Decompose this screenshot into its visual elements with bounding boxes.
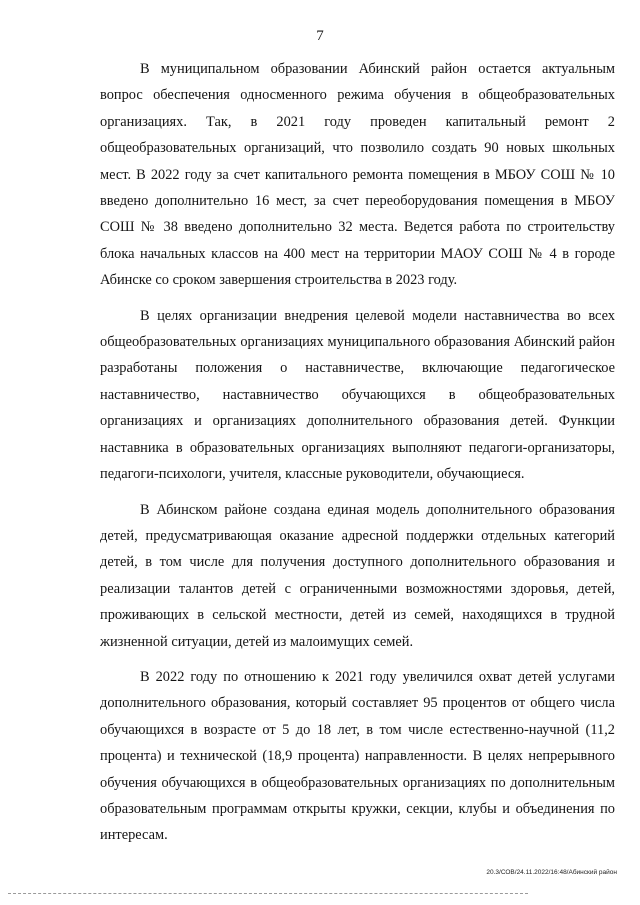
document-body [100, 56, 615, 858]
paragraph-additional-education-coverage: В 2022 году по отношению к 2021 году увеличился охват детей услугами дополнительного образования, который составляет 95 процентов от общего числа обучающихся в возрасте от 5 до 18 лет, в том числе естественно-научной (11,2 процента) и технической (18,9 процента) направленности. В целях непрерывного обучения обучающихся в общеобразовательных организациях по дополнительным образовательным программам открыты кружки, секции, клубы и объединения по интересам. [100, 668, 615, 844]
footer-registration-stamp: 20.3/СОВ/24.11.2022/16:48/Абинский район [486, 869, 617, 876]
bottom-divider [8, 893, 528, 894]
paragraph-additional-education-model: В Абинском районе создана единая модель дополнительного образования детей, предусматривающая оказание адресной поддержки отдельных категорий детей, в том числе для получения доступного дополнительного образования и реализации талантов детей с ограниченными возможностями здоровья, детей, проживающих в сельской местности, детей из семей, находящихся в трудной жизненной ситуации, детей из малоимущих семей. [100, 501, 615, 650]
page-number: 7 [316, 28, 324, 44]
paragraph-single-shift-schooling: В муниципальном образовании Абинский район остается актуальным вопрос обеспечения односменного режима обучения в общеобразовательных организациях. Так, в 2021 году проведен капитальный ремонт 2 общеобразовательных организаций, что позволило создать 90 новых школьных мест. В 2022 году за счет капитального ремонта помещения в МБОУ СОШ № 10 введено дополнительно 16 мест, за счет переоборудования помещения в МБОУ СОШ № 38 введено дополнительно 32 места. Ведется работа по строительству блока начальных классов на 400 мест на территории МАОУ СОШ № 4 в городе Абинске со сроком завершения строительства в 2023 году. [100, 61, 615, 289]
paragraph-mentoring-model: В целях организации внедрения целевой модели наставничества во всех общеобразовательных организациях муниципального образования Абинский район разработаны положения о наставничестве, включающие педагогическое наставничество, наставничество обучающихся в общеобразовательных организациях и организациях дополнительного образования детей. Функции наставника в образовательных организациях выполняют педагоги-организаторы, педагоги-психологи, учителя, классные руководители, обучающиеся. [100, 307, 615, 483]
